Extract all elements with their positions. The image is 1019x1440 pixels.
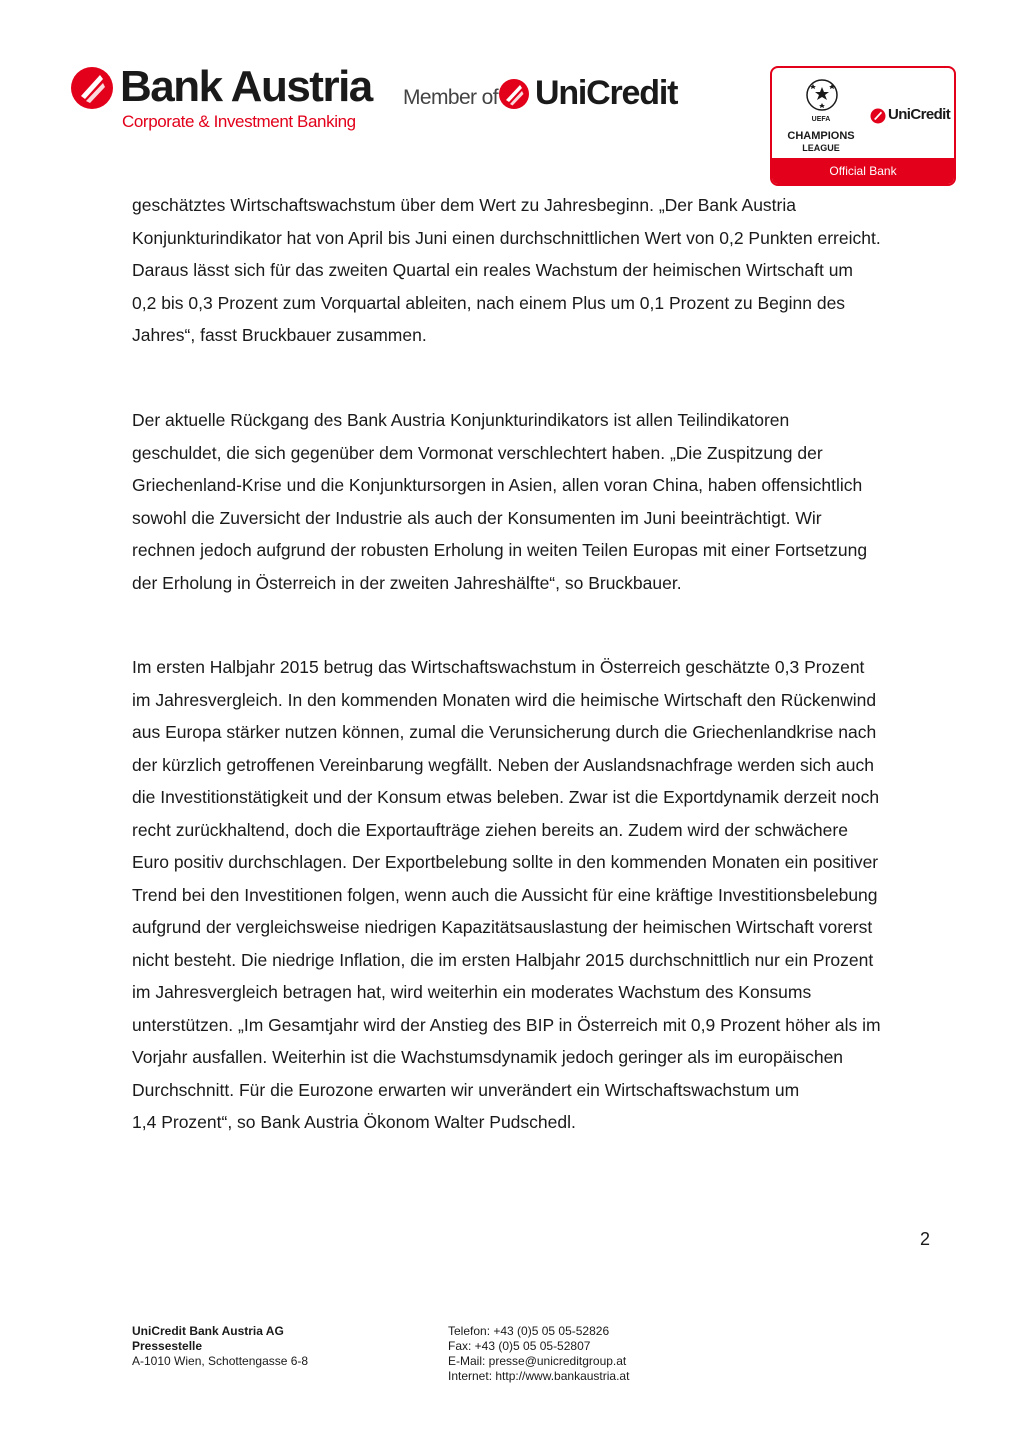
page-number: 2 [920,1229,931,1249]
footer-email[interactable]: E-Mail: presse@unicreditgroup.at [448,1354,627,1368]
badge-sponsor: UniCredit [888,106,951,123]
text-line: Griechenland-Krise und die Konjunktursorgen in Asien, allen voran China, haben offensichtlich [132,475,863,495]
footer-address [132,1324,308,1369]
badge-league-line1: CHAMPIONS [787,130,855,142]
badge-official-bank: Official Bank [772,158,954,184]
bank-austria-logo [68,62,372,136]
text-line: Im ersten Halbjahr 2015 betrug das Wirtschaftswachstum in Österreich geschätzte 0,3 Prozent [132,657,865,677]
text-line: 1,4 Prozent“, so Bank Austria Ökonom Walter Pudschedl. [132,1112,576,1132]
text-line: Der aktuelle Rückgang des Bank Austria Konjunkturindikators ist allen Teilindikatoren [132,410,790,430]
champions-league-badge [770,66,956,186]
text-line: aufgrund der vergleichsweise niedrigen Kapazitätsauslastung der heimischen Wirtschaft vorerst [132,917,873,937]
paragraph-3 [132,651,944,1139]
text-line: der Erholung in Österreich in der zweiten Jahreshälfte“, so Bruckbauer. [132,572,682,593]
text-line: nicht besteht. Die niedrige Inflation, die im ersten Halbjahr 2015 durchschnittlich nur ein Prozent [132,949,874,970]
footer-phone: Telefon: +43 (0)5 05 05-52826 [448,1324,610,1338]
text-line: 0,2 bis 0,3 Prozent zum Vorquartal ableiten, nach einem Plus um 0,1 Prozent zu Beginn des [132,292,846,313]
parent-brand-name: UniCredit [535,74,678,112]
brand-name: Bank Austria [120,62,372,111]
text-line: Durchschnitt. Für die Eurozone erwarten wir unverändert ein Wirtschaftswachstum um [132,1079,800,1100]
text-line: Jahres“, fasst Bruckbauer zusammen. [132,325,427,345]
text-line: geschätztes Wirtschaftswachstum über dem Wert zu Jahresbeginn. „Der Bank Austria [132,195,796,215]
member-of-text: Member of [403,86,498,109]
brand-subtitle: Corporate & Investment Banking [122,112,356,131]
badge-league-line2: LEAGUE [802,143,840,153]
unicredit-logo-icon [498,78,530,110]
text-line: sowohl die Zuversicht der Industrie als auch der Konsumenten im Juni beeinträchtigt. Wir [132,507,822,528]
footer-department: Pressestelle [132,1339,203,1353]
text-line: unterstützen. „Im Gesamtjahr wird der Anstieg des BIP in Österreich mit 0,9 Prozent höher als im [132,1014,881,1035]
paragraph-1 [132,189,944,352]
text-line: Daraus lässt sich für das zweiten Quartal ein reales Wachstum der heimischen Wirtschaft um [132,260,854,280]
footer-fax: Fax: +43 (0)5 05 05-52807 [448,1339,591,1353]
text-line: im Jahresvergleich. In den kommenden Monaten wird die heimische Wirtschaft den Rückenwind [132,689,877,710]
footer-company: UniCredit Bank Austria AG [132,1324,284,1338]
text-line: der kürzlich getroffenen Vereinbarung wegfällt. Neben der Auslandsnachfrage werden sich auch [132,754,874,775]
text-line: Vorjahr ausfallen. Weiterhin ist die Wachstumsdynamik jedoch geringer als im europäischen [132,1047,844,1067]
champions-league-starball-icon [805,78,839,112]
footer-website[interactable]: Internet: http://www.bankaustria.at [448,1369,630,1383]
paragraph-2 [132,404,944,599]
text-line: geschuldet, die sich gegenüber dem Vormonat verschlechtert haben. „Die Zuspitzung der [132,442,823,463]
text-line: die Investitionstätigkeit und der Konsum etwas beleben. Zwar ist die Exportdynamik derzeit noch [132,787,880,807]
footer-contact [448,1324,629,1384]
footer-street: A-1010 Wien, Schottengasse 6-8 [132,1354,309,1368]
text-line: Euro positiv durchschlagen. Der Exportbelebung sollte in den kommenden Monaten ein positiver [132,852,879,872]
text-line: Konjunkturindikator hat von April bis Juni einen durchschnittlichen Wert von 0,2 Punkten erreicht. [132,227,881,248]
text-line: aus Europa stärker nutzen können, zumal die Verunsicherung durch die Griechenlandkrise nach [132,722,877,742]
uefa-mark: UEFA [811,116,831,123]
text-line: rechnen jedoch aufgrund der robusten Erholung in weiten Teilen Europas mit einer Fortsetzung [132,540,868,560]
member-of-unicredit [403,74,683,114]
text-line: recht zurückhaltend, doch die Exportaufträge ziehen bereits an. Zudem wird der schwächere [132,819,848,840]
bank-austria-logo-icon [70,66,114,110]
unicredit-small-logo-icon [870,108,886,124]
text-line: im Jahresvergleich betragen hat, wird weiterhin ein moderates Wachstum des Konsums [132,982,812,1002]
text-line: Trend bei den Investitionen folgen, wenn auch die Aussicht für eine kräftige Investitionsbelebung [132,884,878,905]
